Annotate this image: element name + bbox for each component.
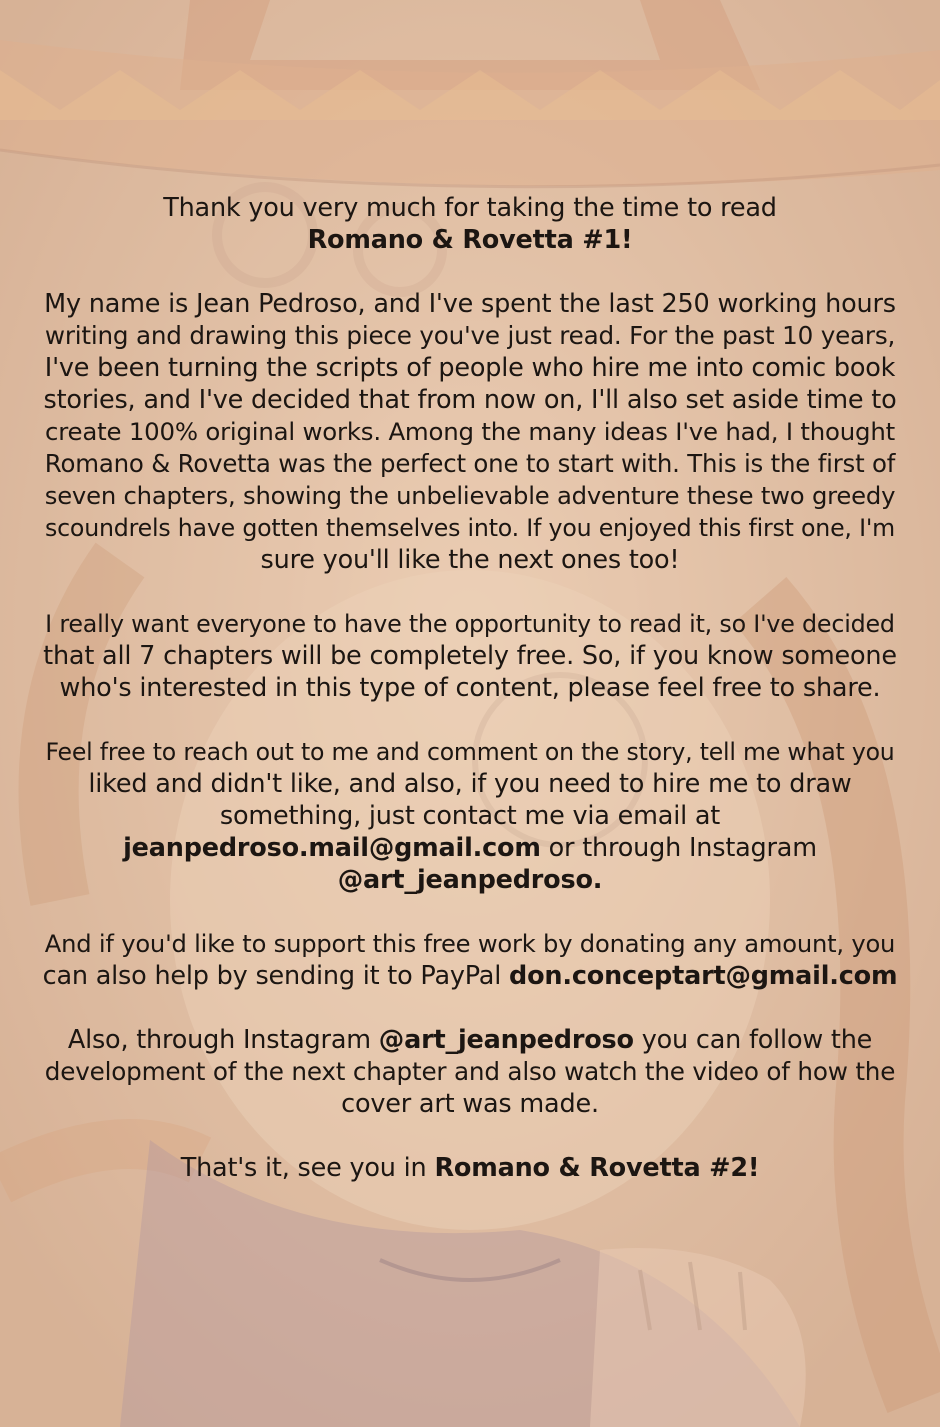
text-line: And if you'd like to support this free work by donating any amount, you [44, 930, 896, 958]
text-line: create 100% original works. Among the many ideas I've had, I thought [45, 417, 895, 446]
paragraph-closing [40, 1152, 900, 1184]
paragraph-thanks [40, 192, 900, 256]
text-line: development of the next chapter and also watch the video of how the [44, 1057, 896, 1086]
paragraph-introduction [40, 288, 900, 576]
thank-you-letter [40, 192, 900, 1216]
text-fragment: can also help by sending it to PayPal [42, 961, 510, 991]
text-line: liked and didn't like, and also, if you need to hire me to draw [88, 769, 852, 799]
comic-title: Romano & Rovetta #1! [307, 225, 633, 255]
text-line: Feel free to reach out to me and comment on the story, tell me what you [45, 738, 895, 766]
paragraph-follow [40, 1024, 900, 1120]
text-fragment: Also, through Instagram [67, 1025, 379, 1055]
text-line: seven chapters, showing the unbelievable adventure these two greedy [44, 481, 896, 510]
text-fragment: or through Instagram [540, 833, 817, 863]
text-line: I've been turning the scripts of people who hire me into comic book [44, 353, 896, 383]
text-line [40, 1024, 900, 1056]
instagram-handle-link[interactable]: @art_jeanpedroso. [337, 865, 603, 895]
next-issue-title: Romano & Rovetta #2! [434, 1153, 760, 1183]
text-fragment: That's it, see you in [180, 1153, 435, 1183]
text-line [40, 960, 900, 992]
text-line: Romano & Rovetta was the perfect one to start with. This is the first of [44, 449, 896, 478]
text-line: I really want everyone to have the opportunity to read it, so I've decided [45, 610, 895, 638]
text-line [40, 1152, 900, 1184]
contact-email-link[interactable]: jeanpedroso.mail@gmail.com [123, 833, 541, 863]
text-line [40, 832, 900, 864]
text-line: something, just contact me via email at [219, 801, 721, 831]
text-line: My name is Jean Pedroso, and I've spent the last 250 working hours [44, 289, 896, 319]
text-fragment: you can follow the [633, 1025, 873, 1055]
text-line: Thank you very much for taking the time to read [163, 193, 777, 223]
text-line: sure you'll like the next ones too! [260, 545, 680, 575]
text-line: who's interested in this type of content, please feel free to share. [59, 673, 881, 703]
paragraph-free-chapters [40, 608, 900, 704]
text-line: that all 7 chapters will be completely free. So, if you know someone [43, 641, 897, 671]
text-line: stories, and I've decided that from now on, I'll also set aside time to [43, 385, 897, 415]
paragraph-donation [40, 928, 900, 992]
text-line: scoundrels have gotten themselves into. If you enjoyed this first one, I'm [44, 514, 896, 542]
text-line: writing and drawing this piece you've just read. For the past 10 years, [44, 321, 896, 350]
paragraph-contact [40, 736, 900, 896]
instagram-handle-link[interactable]: @art_jeanpedroso [378, 1025, 634, 1055]
text-line: cover art was made. [341, 1089, 599, 1119]
paypal-email-link[interactable]: don.conceptart@gmail.com [509, 961, 898, 991]
